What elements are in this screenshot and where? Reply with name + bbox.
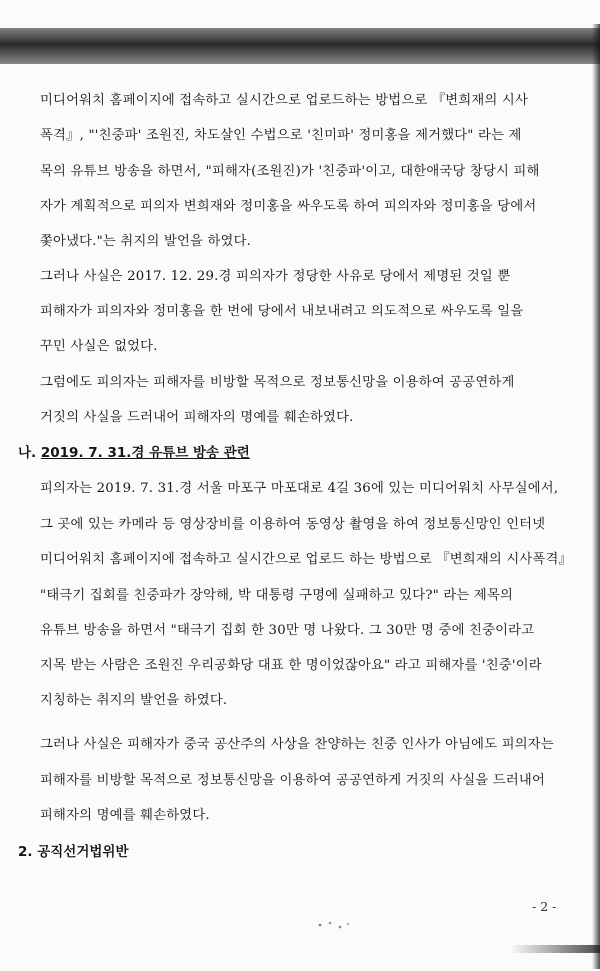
page-number: - 2 - bbox=[532, 899, 557, 914]
scan-shadow-right bbox=[592, 24, 600, 969]
scan-noise bbox=[316, 918, 352, 932]
text-line: "태극기 집회를 친중파가 장악해, 박 대통령 구명에 실패하고 있다?" 라는 제목의 bbox=[40, 588, 514, 603]
scan-shadow-top bbox=[0, 28, 600, 64]
text-line: 피해자의 명예를 훼손하였다. bbox=[40, 808, 210, 823]
text-line: 지목 받는 사람은 조원진 우리공화당 대표 한 명이었잖아요" 라고 피해자를 '친중'이라 bbox=[40, 658, 542, 673]
text-line: 그러나 사실은 피해자가 중국 공산주의 사상을 찬양하는 친중 인사가 아님에도 피의자는 bbox=[40, 737, 554, 752]
scan-shadow-bottom bbox=[510, 945, 600, 953]
section-heading-na bbox=[18, 444, 250, 462]
text-line: 폭격』, "'친중파' 조원진, 차도살인 수법으로 '친미파' 정미홍을 제거했다" 라는 제 bbox=[40, 128, 522, 143]
text-line: 자가 계획적으로 피의자 변희재와 정미홍을 싸우도록 하여 피의자와 정미홍을 당에서 bbox=[40, 199, 537, 214]
text-line: 거짓의 사실을 드러내어 피해자의 명예를 훼손하였다. bbox=[40, 410, 354, 425]
section-title: 2019. 7. 31.경 유튜브 방송 관련 bbox=[40, 445, 250, 461]
text-line: 유튜브 방송을 하면서 "태극기 집회 한 30만 명 나왔다. 그 30만 명 중에 친중이라고 bbox=[40, 623, 535, 638]
section-heading-2: 2. 공직선거법위반 bbox=[18, 844, 129, 860]
text-line: 꾸민 사실은 없었다. bbox=[40, 339, 158, 354]
text-line: 미디어워치 홈페이지에 접속하고 실시간으로 업로드하는 방법으로 『변희재의 시사 bbox=[40, 93, 529, 108]
text-line: 그러나 사실은 2017. 12. 29.경 피의자가 정당한 사유로 당에서 제명된 것일 뿐 bbox=[40, 269, 511, 284]
text-line: 미디어워치 홈페이지에 접속하고 실시간으로 업로드 하는 방법으로 『변희재의 시사폭격』 bbox=[40, 552, 573, 567]
text-line: 지칭하는 취지의 발언을 하였다. bbox=[40, 693, 228, 708]
section-prefix: 나. bbox=[18, 445, 37, 461]
text-line: 피해자를 비방할 목적으로 정보통신망을 이용하여 공공연하게 거짓의 사실을 드러내어 bbox=[40, 773, 546, 788]
text-line: 목의 유튜브 방송을 하면서, "피해자(조원진)가 '친중파'이고, 대한애국당 창당시 피해 bbox=[40, 164, 540, 179]
text-line: 피의자는 2019. 7. 31.경 서울 마포구 마포대로 4길 36에 있는 미디어워치 사무실에서, bbox=[40, 481, 559, 496]
text-line: 쫓아냈다."는 취지의 발언을 하였다. bbox=[40, 234, 252, 249]
text-line: 그럼에도 피의자는 피해자를 비방할 목적으로 정보통신망을 이용하여 공공연하게 bbox=[40, 375, 515, 390]
text-line: 피해자가 피의자와 정미홍을 한 번에 당에서 내보내려고 의도적으로 싸우도록 일을 bbox=[40, 304, 524, 319]
text-line: 그 곳에 있는 카메라 등 영상장비를 이용하여 동영상 촬영을 하여 정보통신망인 인터넷 bbox=[40, 517, 546, 532]
